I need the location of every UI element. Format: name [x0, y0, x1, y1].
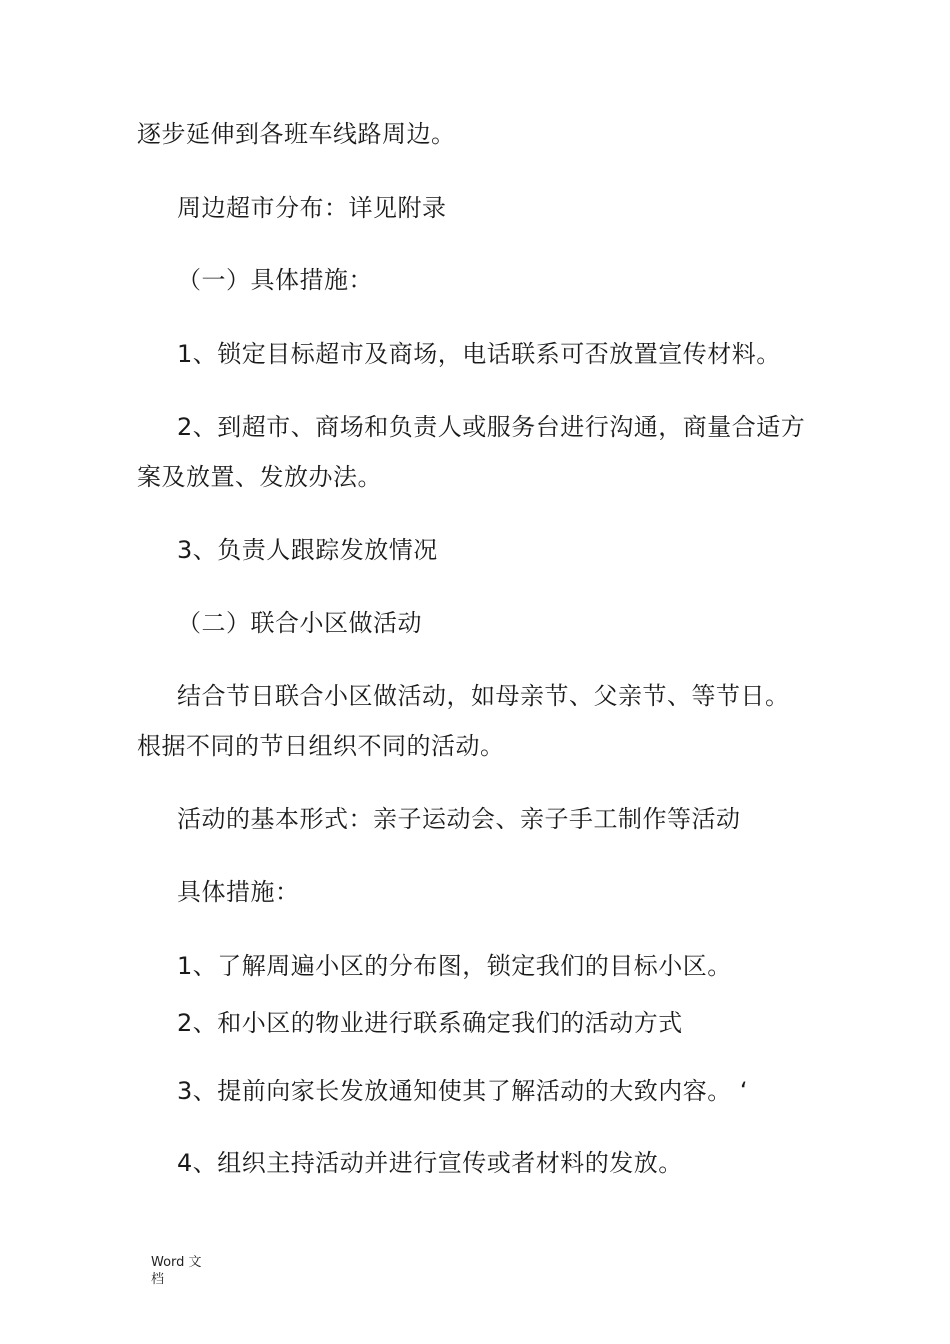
paragraph-line: 周边超市分布：详见附录	[177, 194, 447, 222]
paragraph-line: 活动的基本形式：亲子运动会、亲子手工制作等活动	[177, 805, 741, 833]
section-heading: （二）联合小区做活动	[177, 609, 422, 637]
list-item: 3、提前向家长发放通知使其了解活动的大致内容。 ‘	[177, 1077, 749, 1105]
list-item: 1、锁定目标超市及商场，电话联系可否放置宣传材料。	[177, 340, 781, 368]
paragraph-line: 根据不同的节日组织不同的活动。	[137, 732, 505, 760]
footer-label: Word 文	[151, 1255, 202, 1270]
list-item: 2、到超市、商场和负责人或服务台进行沟通，商量合适方	[177, 413, 806, 441]
paragraph-line: 结合节日联合小区做活动，如母亲节、父亲节、等节日。	[177, 682, 790, 710]
section-heading: 具体措施：	[177, 878, 300, 906]
list-item: 4、组织主持活动并进行宣传或者材料的发放。	[177, 1149, 683, 1177]
list-item: 2、和小区的物业进行联系确定我们的活动方式	[177, 1009, 683, 1037]
list-item: 1、了解周遍小区的分布图，锁定我们的目标小区。	[177, 952, 732, 980]
footer-label: 档	[151, 1272, 165, 1287]
list-item: 3、负责人跟踪发放情况	[177, 536, 438, 564]
section-heading: （一）具体措施：	[177, 266, 373, 294]
list-item-continuation: 案及放置、发放办法。	[137, 463, 382, 491]
paragraph-line: 逐步延伸到各班车线路周边。	[137, 120, 456, 148]
